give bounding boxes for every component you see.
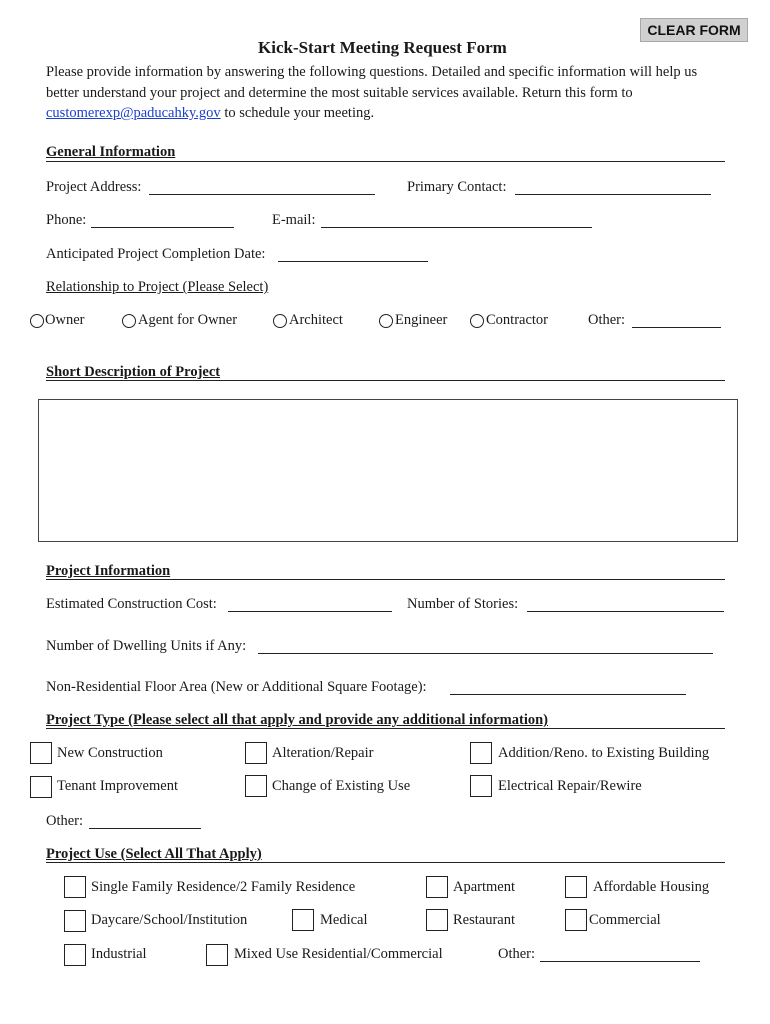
checkbox-label: Apartment xyxy=(453,879,516,895)
radio-contractor-label: Contractor xyxy=(486,312,549,328)
checkbox-label: Electrical Repair/Rewire xyxy=(498,778,642,794)
relationship-other-label: Other: xyxy=(588,312,626,328)
radio-agent-for-owner[interactable] xyxy=(122,314,136,328)
divider xyxy=(46,161,725,162)
primary-contact-field[interactable] xyxy=(515,179,711,195)
radio-owner[interactable] xyxy=(30,314,44,328)
project-address-label: Project Address: xyxy=(46,179,142,195)
checkbox-label: Affordable Housing xyxy=(593,879,710,895)
relationship-label: Relationship to Project (Please Select) xyxy=(46,279,269,295)
project-use-heading: Project Use (Select All That Apply) xyxy=(46,846,262,862)
construction-cost-field[interactable] xyxy=(228,596,392,612)
checkbox-addition-reno[interactable] xyxy=(470,742,492,764)
checkbox-label: New Construction xyxy=(57,745,163,761)
checkbox-commercial[interactable] xyxy=(565,909,587,931)
checkbox-mixed-use[interactable] xyxy=(206,944,228,966)
checkbox-electrical-repair[interactable] xyxy=(470,775,492,797)
email-label: E-mail: xyxy=(272,212,316,228)
floor-area-label: Non-Residential Floor Area (New or Additional Square Footage): xyxy=(46,679,427,695)
dwelling-units-field[interactable] xyxy=(258,638,713,654)
primary-contact-label: Primary Contact: xyxy=(407,179,507,195)
checkbox-industrial[interactable] xyxy=(64,944,86,966)
checkbox-label: Alteration/Repair xyxy=(272,745,374,761)
stories-field[interactable] xyxy=(527,596,724,612)
checkbox-restaurant[interactable] xyxy=(426,909,448,931)
project-type-other-field[interactable] xyxy=(89,813,201,829)
checkbox-label: Restaurant xyxy=(453,912,516,928)
stories-label: Number of Stories: xyxy=(407,596,519,612)
project-type-other-label: Other: xyxy=(46,813,84,829)
phone-field[interactable] xyxy=(91,212,234,228)
checkbox-label: Medical xyxy=(320,912,368,928)
project-type-heading: Project Type (Please select all that apply and provide any additional information) xyxy=(46,712,548,728)
radio-architect[interactable] xyxy=(273,314,287,328)
intro-paragraph xyxy=(46,62,726,124)
checkbox-alteration-repair[interactable] xyxy=(245,742,267,764)
radio-engineer[interactable] xyxy=(379,314,393,328)
radio-owner-label: Owner xyxy=(45,312,85,328)
radio-agent-label: Agent for Owner xyxy=(138,312,238,328)
checkbox-label: Daycare/School/Institution xyxy=(91,912,248,928)
project-address-field[interactable] xyxy=(149,179,375,195)
email-link[interactable]: customerexp@paducahky.gov xyxy=(46,105,221,121)
checkbox-affordable-housing[interactable] xyxy=(565,876,587,898)
checkbox-label: Mixed Use Residential/Commercial xyxy=(234,946,443,962)
checkbox-label: Industrial xyxy=(91,946,147,962)
checkbox-label: Single Family Residence/2 Family Residence xyxy=(91,879,356,895)
checkbox-change-of-use[interactable] xyxy=(245,775,267,797)
project-use-other-label: Other: xyxy=(498,946,536,962)
description-heading: Short Description of Project xyxy=(46,364,221,380)
checkbox-tenant-improvement[interactable] xyxy=(30,776,52,798)
clear-form-button[interactable]: CLEAR FORM xyxy=(640,18,748,42)
description-textarea[interactable] xyxy=(38,399,738,542)
radio-contractor[interactable] xyxy=(470,314,484,328)
divider xyxy=(46,579,725,580)
dwelling-units-label: Number of Dwelling Units if Any: xyxy=(46,638,247,654)
divider xyxy=(46,728,725,729)
checkbox-apartment[interactable] xyxy=(426,876,448,898)
intro-text-end: to schedule your meeting. xyxy=(220,105,375,121)
floor-area-field[interactable] xyxy=(450,679,686,695)
project-info-heading: Project Information xyxy=(46,563,171,579)
divider xyxy=(46,862,725,863)
construction-cost-label: Estimated Construction Cost: xyxy=(46,596,217,612)
general-info-heading: General Information xyxy=(46,144,176,160)
checkbox-new-construction[interactable] xyxy=(30,742,52,764)
completion-date-label: Anticipated Project Completion Date: xyxy=(46,246,266,262)
checkbox-label: Change of Existing Use xyxy=(272,778,411,794)
radio-engineer-label: Engineer xyxy=(395,312,448,328)
email-field[interactable] xyxy=(321,212,592,228)
checkbox-single-family[interactable] xyxy=(64,876,86,898)
completion-date-field[interactable] xyxy=(278,246,428,262)
checkbox-daycare[interactable] xyxy=(64,910,86,932)
phone-label: Phone: xyxy=(46,212,87,228)
checkbox-label: Addition/Reno. to Existing Building xyxy=(498,745,710,761)
project-use-other-field[interactable] xyxy=(540,946,700,962)
checkbox-label: Commercial xyxy=(589,912,661,928)
divider xyxy=(46,380,725,381)
checkbox-medical[interactable] xyxy=(292,909,314,931)
intro-text: Please provide information by answering the following questions. Detailed and specific information will help us better understand your project and determine the most suitable services available. Return this form to xyxy=(46,64,698,101)
relationship-other-field[interactable] xyxy=(632,312,721,328)
checkbox-label: Tenant Improvement xyxy=(57,778,178,794)
form-title: Kick-Start Meeting Request Form xyxy=(258,38,507,57)
radio-architect-label: Architect xyxy=(289,312,343,328)
